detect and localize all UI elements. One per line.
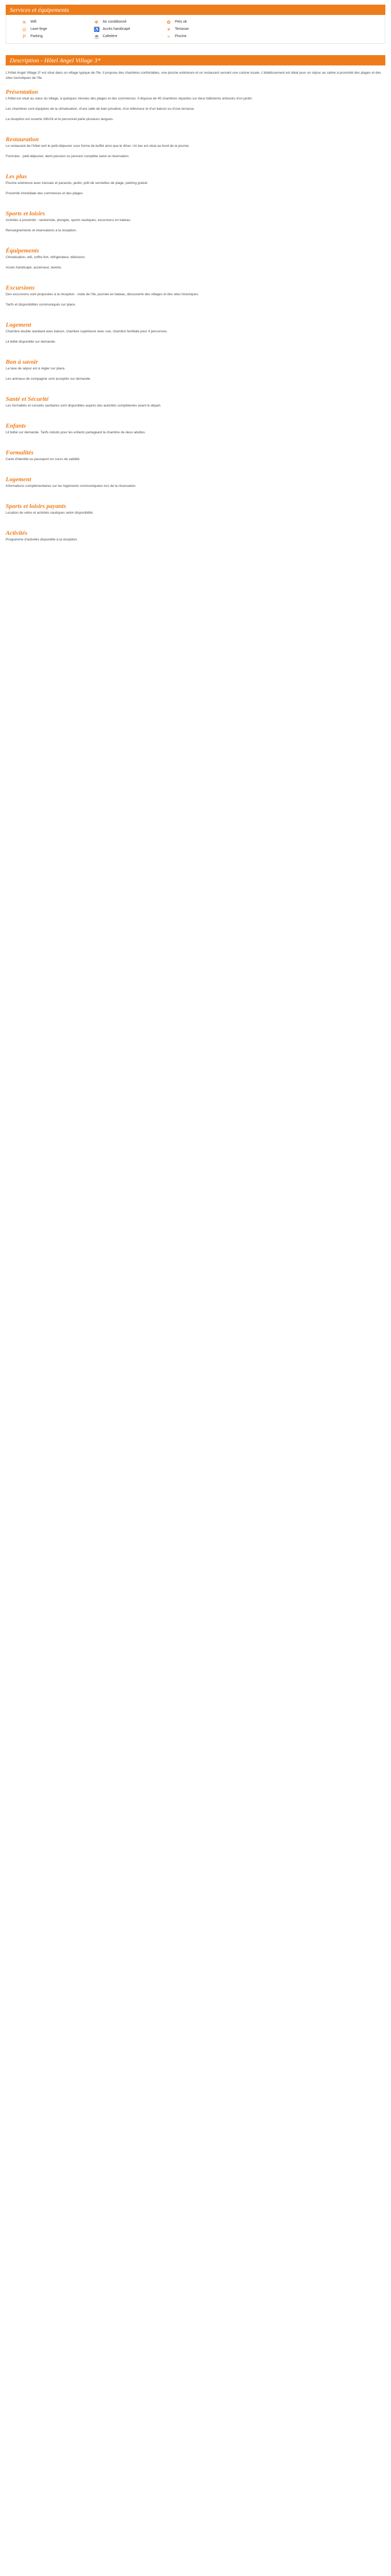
section-title: Les plus (6, 173, 27, 180)
service-label: Lave-linge (30, 27, 47, 31)
service-item (94, 20, 166, 25)
section-paragraph: Lit bébé sur demande. Tarifs réduits pour les enfants partageant la chambre de deux adultes. (6, 431, 146, 434)
service-label: Terrasse (175, 27, 189, 31)
laundry-icon: ◎ (22, 27, 26, 32)
section-title: Enfants (6, 422, 26, 429)
section-paragraph: Carte d'identité ou passeport en cours de validité. (6, 457, 80, 461)
description-section (6, 88, 385, 122)
sun-icon: ☀ (166, 27, 171, 32)
description-section (6, 476, 385, 489)
section-paragraph: Activités à proximité : randonnée, plongée, sports nautiques, excursions en bateau. (6, 218, 132, 222)
section-paragraph: La taxe de séjour est à régler sur place. (6, 367, 66, 370)
section-paragraph: Des excursions sont proposées à la réception : visite de l'île, journée en bateau, découverte des villages et des sites historiques. (6, 293, 199, 296)
section-paragraph: La réception est ouverte 24h/24 et le personnel parle plusieurs langues. (6, 117, 114, 121)
service-item (22, 20, 94, 25)
section-title: Activités (6, 529, 27, 536)
section-paragraph: Renseignements et réservations à la réception. (6, 229, 77, 232)
section-title: Santé et Sécurité (6, 395, 49, 402)
pool-icon: ≈ (167, 34, 170, 39)
section-title: Logement (6, 476, 31, 483)
description-section (6, 529, 385, 543)
description-section (6, 135, 385, 159)
section-title: Sports et loisirs payants (6, 502, 67, 510)
services-header: Services et équipements (6, 5, 385, 15)
coffee-icon: ☕ (94, 34, 100, 39)
section-title: Restauration (6, 135, 39, 143)
service-item (22, 34, 94, 39)
section-paragraph: L'hôtel est situé au cœur du village, à quelques minutes des plages et des commerces. Il dispose de 45 chambres réparties sur deux bâtiments entourés d'un jardin. (6, 97, 253, 100)
description-section (6, 284, 385, 308)
services-grid (6, 15, 385, 44)
description-section (6, 358, 385, 382)
description-section (6, 173, 385, 196)
section-paragraph: Accès handicapé, ascenseur, laverie. (6, 266, 62, 269)
description-section (6, 422, 385, 435)
section-paragraph: Les chambres sont équipées de la climatisation, d'une salle de bain privative, d'un téléviseur et d'un balcon ou d'une terrasse. (6, 107, 195, 111)
section-paragraph: Location de vélos et activités nautiques selon disponibilité. (6, 511, 94, 515)
service-item (166, 27, 238, 32)
service-item (94, 27, 166, 32)
section-title: Sports et loisirs (6, 210, 45, 217)
section-paragraph: Informations complémentaires sur les logements communiquées lors de la réservation. (6, 484, 137, 488)
section-paragraph: Le restaurant de l'hôtel sert le petit-déjeuner sous forme de buffet ainsi que le dîner. Un bar est situé au bord de la piscine. (6, 144, 190, 148)
description-content (6, 65, 385, 543)
service-label: Piscine (175, 35, 187, 38)
section-paragraph: Programme d'activités disponible à la réception. (6, 538, 78, 541)
service-label: Parking (30, 35, 43, 38)
service-item (22, 27, 94, 32)
description-section (6, 395, 385, 409)
description-section (6, 449, 385, 462)
section-paragraph: Chambre double standard avec balcon, chambre supérieure avec vue, chambre familiale pour 4 personnes. (6, 330, 168, 333)
description-section (6, 247, 385, 270)
section-paragraph: Les animaux de compagnie sont acceptés sur demande. (6, 377, 91, 381)
section-paragraph: Climatisation, wifi, coffre-fort, réfrigérateur, télévision. (6, 256, 86, 259)
service-item (166, 20, 238, 25)
service-item (166, 34, 238, 39)
section-title: Présentation (6, 88, 38, 95)
pets-icon: ✿ (167, 20, 171, 25)
section-title: Formalités (6, 449, 34, 456)
service-label: Wifi (30, 20, 37, 24)
service-item (94, 34, 166, 39)
section-title: Équipements (6, 247, 39, 254)
section-paragraph: Proximité immédiate des commerces et des plages. (6, 192, 84, 195)
wifi-icon: ≋ (22, 20, 26, 25)
parking-icon: P (22, 34, 26, 39)
section-title: Logement (6, 321, 31, 328)
section-paragraph: Formules : petit-déjeuner, demi-pension ou pension complète selon la réservation. (6, 155, 129, 158)
section-paragraph: Lit bébé disponible sur demande. (6, 340, 56, 344)
description-header: Description - Hôtel Angel Village 3* (6, 55, 385, 65)
section-paragraph: Piscine extérieure avec transats et parasols, jardin, prêt de serviettes de plage, parking gratuit. (6, 181, 148, 185)
section-paragraph: Tarifs et disponibilités communiqués sur place. (6, 303, 76, 307)
service-label: Air conditionné (103, 20, 127, 24)
section-title: Excursions (6, 284, 35, 291)
service-label: Accès handicapé (103, 27, 131, 31)
accessible-icon: ♿ (94, 27, 100, 32)
description-section (6, 321, 385, 345)
description-section (6, 502, 385, 516)
section-paragraph: Les formalités et conseils sanitaires sont disponibles auprès des autorités compétentes avant le départ. (6, 404, 161, 408)
description-intro: L'Hôtel Angel Village 3* est situé dans un village typique de l'île. Il propose des chambres confortables, une piscine extérieure et un restaurant servant une cuisine locale. L'établissement est idéal pour un séjour au calme à proximité des plages et des sites touristiques de l'île. (6, 71, 381, 80)
service-label: Cafetière (103, 35, 118, 38)
service-label: Pets ok (175, 20, 187, 24)
description-section (6, 210, 385, 233)
snowflake-icon: ✻ (94, 20, 99, 25)
section-title: Bon à savoir (6, 358, 38, 365)
